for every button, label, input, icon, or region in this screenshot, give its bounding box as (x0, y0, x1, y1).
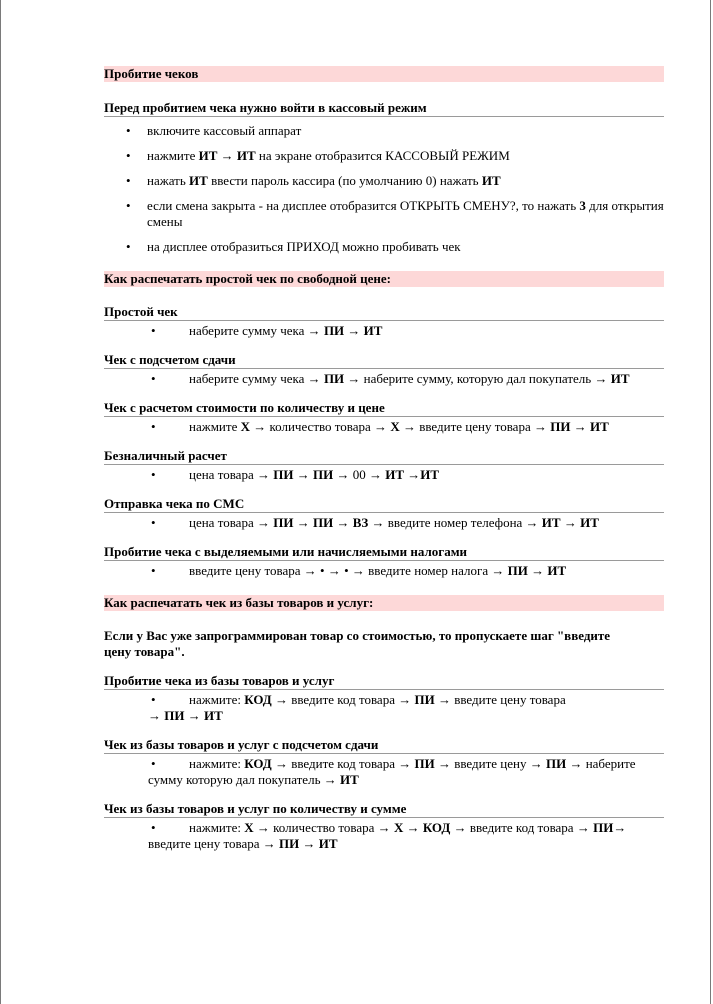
bullet: • (151, 323, 156, 338)
list-item: • наберите сумму чека → ПИ → ИТ (151, 323, 383, 338)
heading-simple-receipt: Простой чек (104, 304, 664, 321)
heading-qty-price-receipt: Чек с расчетом стоимости по количеству и цене (104, 400, 664, 417)
list-item: • нажмите Х → количество товара → Х → введите цену товара → ПИ → ИТ (151, 419, 609, 434)
heading-sms-receipt: Отправка чека по СМС (104, 496, 664, 513)
section-title-receipts: Пробитие чеков (104, 66, 664, 82)
list-item: • нажать ИТ ввести пароль кассира (по умолчанию 0) нажать ИТ (104, 173, 664, 189)
list-item: • нажмите: КОД → введите код товара → ПИ → введите цену товара → ПИ → ИТ (148, 692, 566, 723)
heading-catalog-receipt: Пробитие чека из базы товаров и услуг (104, 673, 664, 690)
list-item: • включите кассовый аппарат (104, 123, 664, 139)
bullet: • (151, 563, 156, 578)
list-item: • нажмите: Х → количество товара → Х → КОД → введите код товара → ПИ→ введите цену товара → ПИ → ИТ (148, 820, 627, 851)
heading-catalog-change: Чек из базы товаров и услуг с подсчетом сдачи (104, 737, 664, 754)
bullet: • (151, 692, 156, 707)
bullet: • (151, 467, 156, 482)
list-item: • цена товара → ПИ → ПИ → ВЗ → введите номер телефона → ИТ → ИТ (151, 515, 599, 530)
document-content (104, 66, 664, 852)
section-title-simple-receipt: Как распечатать простой чек по свободной цене: (104, 271, 664, 287)
list-item: • на дисплее отобразиться ПРИХОД можно пробивать чек (104, 239, 664, 255)
heading-change-receipt: Чек с подсчетом сдачи (104, 352, 664, 369)
catalog-note: Если у Вас уже запрограммирован товар со стоимостью, то пропускаете шаг "введите цену товара". (104, 628, 611, 659)
enter-mode-steps (104, 123, 664, 255)
list-item: • нажмите ИТ → ИТ на экране отобразится КАССОВЫЙ РЕЖИМ (104, 148, 664, 164)
list-item: • если смена закрыта - на дисплее отобразится ОТКРЫТЬ СМЕНУ?, то нажать 3 для открытия смены (104, 198, 664, 230)
bullet: • (151, 371, 156, 386)
list-item: • нажмите: КОД → введите код товара → ПИ → введите цену → ПИ → наберите сумму которую дал покупатель → ИТ (148, 756, 636, 787)
section-title-catalog-receipt: Как распечатать чек из базы товаров и услуг: (104, 595, 664, 611)
heading-cashless: Безналичный расчет (104, 448, 664, 465)
bullet: • (151, 419, 156, 434)
list-item: • введите цену товара → • → • → введите номер налога → ПИ → ИТ (151, 563, 567, 578)
bullet: • (151, 515, 156, 530)
bullet: • (151, 756, 156, 771)
heading-tax-receipt: Пробитие чека с выделяемыми или начисляемыми налогами (104, 544, 664, 561)
heading-enter-cash-mode: Перед пробитием чека нужно войти в кассовый режим (104, 100, 664, 117)
heading-catalog-qty: Чек из базы товаров и услуг по количеству и сумме (104, 801, 664, 818)
list-item: • наберите сумму чека → ПИ → наберите сумму, которую дал покупатель → ИТ (151, 371, 630, 386)
list-item: • цена товара → ПИ → ПИ → 00 → ИТ →ИТ (151, 467, 440, 482)
bullet: • (151, 820, 156, 835)
